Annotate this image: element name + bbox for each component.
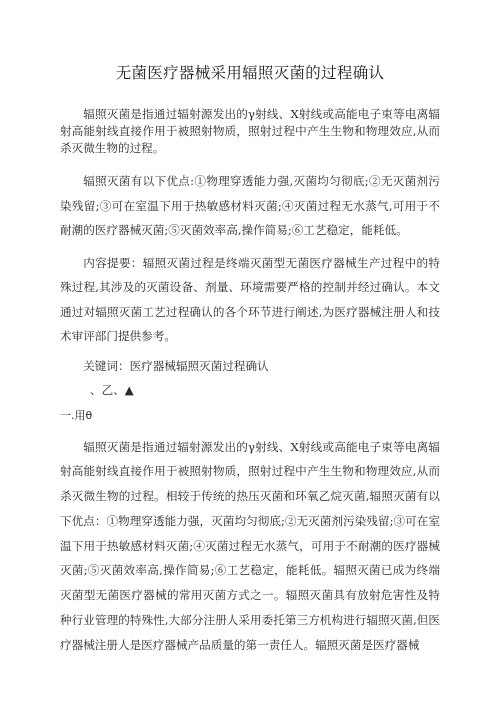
paragraph-intro: 辐照灭菌是指通过辐射源发出的γ射线、X射线或高能电子束等电离辐射高能射线直接作用于被照射物质，照射过程中产生生物和物理效应,从而杀灭微生物的过程。 <box>60 107 440 155</box>
paragraph-advantages: 辐照灭菌有以下优点:①物理穿透能力强,灭菌均匀彻底;②无灭菌剂污染残留;③可在室温下用于热敏感材料灭菌;④灭菌过程无水蒸气,可用于不耐潮的医疗器械灭菌;⑤灭菌效率高,操作简易;⑥工艺稳定，能耗低。 <box>60 174 440 237</box>
paragraph-body: 辐照灭菌是指通过辐射源发出的γ射线、X射线或高能电子束等电离辐射高能射线直接作用于被照射物质，照射过程中产生生物和物理效应,从而杀灭微生物的过程。相较于传统的热压灭菌和环氧乙烷灭菌,辐照灭菌有以下优点：①物理穿透能力强，灭菌均匀彻底;②无灭菌剂污染残留;③可在室温下用于热敏感材料灭菌;④灭菌过程无水蒸气，可用于不耐潮的医疗器械灭菌;⑤灭菌效率高,操作简易;⑥工艺稳定，能耗低。辐照灭菌已成为终端灭菌型无菌医疗器械的常用灭菌方式之一。辐照灭菌具有放射危害性及特种行业管理的特殊性,大部分注册人采用委托第三方机构进行辐照灭菌,但医疗器械注册人是医疗器械产品质量的第一责任人。辐照灭菌是医疗器械 <box>60 439 440 652</box>
paragraph-abstract: 内容提要：辐照灭菌过程是终端灭菌型无菌医疗器械生产过程中的特殊过程,其涉及的灭菌设备、剂量、环境需要严格的控制并经过确认。本文通过对辐照灭菌工艺过程确认的各个环节进行阐述,为医疗器械注册人和技术审评部门提供参考。 <box>60 255 440 343</box>
symbol-marks: 、乙、▲ <box>90 382 134 397</box>
document-title: 无菌医疗器械采用辐照灭菌的过程确认 <box>115 64 385 82</box>
section-heading: 一.用θ <box>60 408 93 422</box>
paragraph-keywords: 关键词：医疗器械辐照灭菌过程确认 <box>83 358 269 373</box>
